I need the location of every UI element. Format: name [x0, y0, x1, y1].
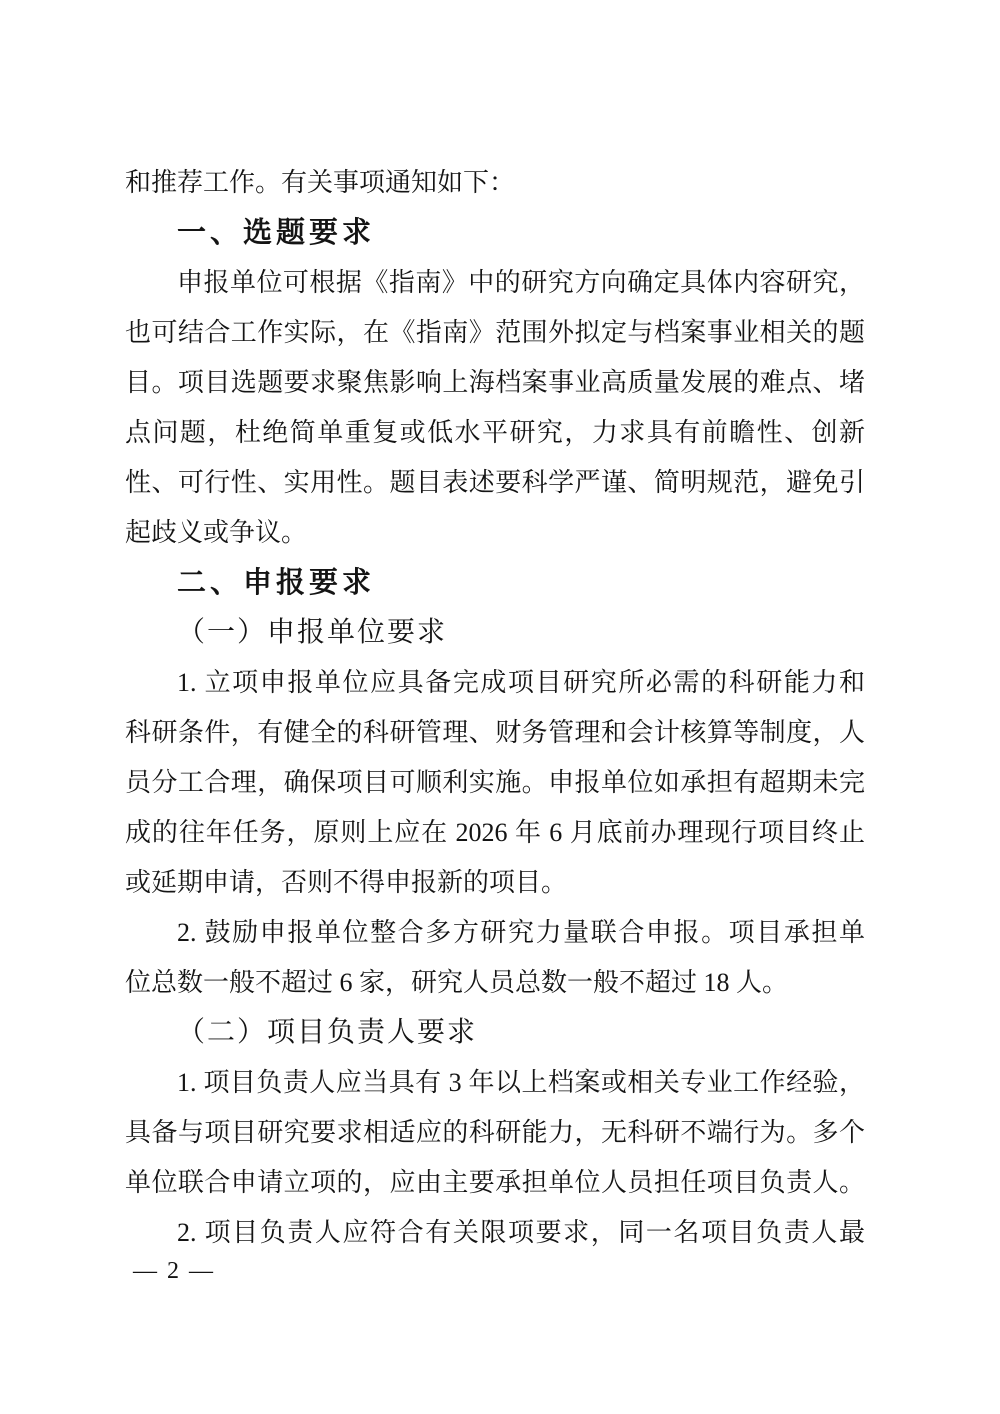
body-text-line: 起歧义或争议。 [125, 518, 308, 547]
body-text-line: 1. 立项申报单位应具备完成项目研究所必需的科研能力和 [177, 668, 865, 697]
body-text-line: 申报单位可根据《指南》中的研究方向确定具体内容研究， [177, 268, 865, 297]
body-text-line: 位总数一般不超过 6 家，研究人员总数一般不超过 18 人。 [125, 968, 789, 997]
body-text-line: 目。项目选题要求聚焦影响上海档案事业高质量发展的难点、堵 [125, 368, 865, 397]
body-text-line: 成的往年任务，原则上应在 2026 年 6 月底前办理现行项目终止 [125, 818, 865, 847]
subsection-2-1-heading: （一）申报单位要求 [177, 617, 448, 648]
section-2-heading: 二、申报要求 [177, 567, 376, 599]
section-1-heading: 一、选题要求 [177, 217, 376, 249]
document-body [125, 158, 865, 1258]
body-text-line: 1. 项目负责人应当具有 3 年以上档案或相关专业工作经验， [177, 1068, 865, 1097]
body-text-line: 科研条件，有健全的科研管理、财务管理和会计核算等制度，人 [125, 718, 865, 747]
body-text-line: 和推荐工作。有关事项通知如下： [125, 168, 516, 197]
body-text-line: 具备与项目研究要求相适应的科研能力，无科研不端行为。多个 [125, 1118, 865, 1147]
body-text-line: 点问题，杜绝简单重复或低水平研究，力求具有前瞻性、创新 [125, 418, 865, 447]
body-text-line: 单位联合申请立项的，应由主要承担单位人员担任项目负责人。 [125, 1168, 865, 1197]
body-text-line: 2. 鼓励申报单位整合多方研究力量联合申报。项目承担单 [177, 918, 865, 947]
body-text-line: 员分工合理，确保项目可顺利实施。申报单位如承担有超期未完 [125, 768, 865, 797]
body-text-line: 也可结合工作实际，在《指南》范围外拟定与档案事业相关的题 [125, 318, 865, 347]
subsection-2-2-heading: （二）项目负责人要求 [177, 1017, 478, 1048]
body-text-line: 或延期申请，否则不得申报新的项目。 [125, 868, 568, 897]
body-text-line: 性、可行性、实用性。题目表述要科学严谨、简明规范，避免引 [125, 468, 865, 497]
body-text-line: 2. 项目负责人应符合有关限项要求，同一名项目负责人最 [177, 1218, 865, 1247]
page-number: — 2 — [133, 1258, 215, 1284]
